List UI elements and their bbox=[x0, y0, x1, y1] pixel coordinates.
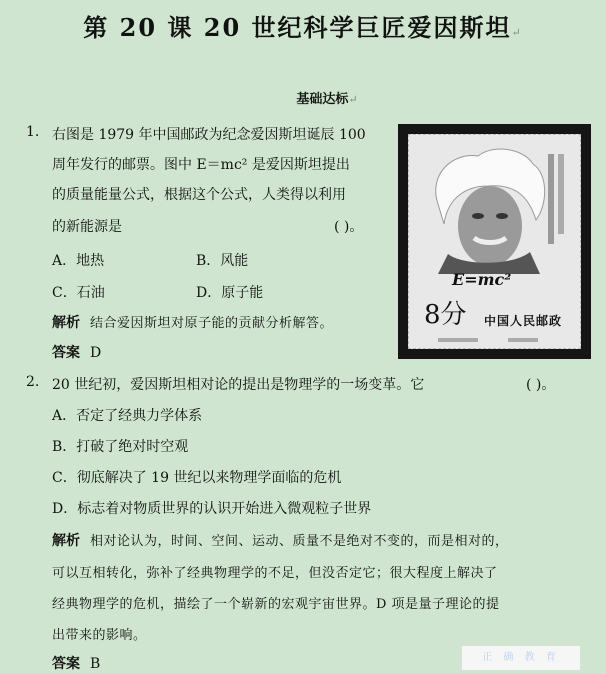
section-subtitle-text: 基础达标 bbox=[296, 92, 349, 107]
q2-answer-label: 答案 bbox=[52, 656, 80, 672]
q1-answer-label: 答案 bbox=[52, 345, 80, 361]
einstein-stamp-image bbox=[398, 124, 591, 359]
q1-answer-value: D bbox=[90, 345, 102, 361]
q2-answer-bracket: ( )。 bbox=[526, 377, 556, 393]
q2-explanation-line-2: 可以互相转化，弥补了经典物理学的不足，但没否定它；很大程度上解决了 bbox=[52, 566, 498, 581]
q2-explanation-label: 解析 bbox=[52, 533, 80, 549]
q1-line-3: 的质量能量公式，根据这个公式，人类得以利用 bbox=[52, 187, 346, 203]
stamp-formula: E=mc² bbox=[452, 270, 512, 289]
q1-answer bbox=[52, 342, 101, 362]
q1-line-1: 右图是 1979 年中国邮政为纪念爱因斯坦诞辰 100 bbox=[52, 127, 366, 143]
lesson-title-text: 第 20 课 20 世纪科学巨匠爱因斯坦 bbox=[83, 13, 512, 42]
q2-explanation-text-1: 相对论认为，时间、空间、运动、质量不是绝对不变的，而是相对的， bbox=[90, 534, 509, 549]
section-subtitle bbox=[0, 88, 606, 107]
q2-explanation-line-4: 出带来的影响。 bbox=[52, 628, 147, 643]
watermark: 正 确 教 育 bbox=[462, 646, 580, 670]
q2-explanation-line-1 bbox=[52, 530, 509, 550]
stamp-country: 中国人民邮政 bbox=[484, 314, 563, 328]
q2-option-d: D．标志着对物质世界的认识开始进入微观粒子世界 bbox=[52, 501, 372, 517]
q1-option-d: D．原子能 bbox=[196, 285, 264, 301]
q1-option-c: C．石油 bbox=[52, 285, 105, 301]
q2-number: 2. bbox=[26, 374, 40, 390]
q2-explanation-line-3: 经典物理学的危机，描绘了一个崭新的宏观宇宙世界。D 项是量子理论的提 bbox=[52, 597, 500, 612]
para-mark: ↵ bbox=[511, 26, 523, 39]
q1-option-b: B．风能 bbox=[196, 253, 249, 269]
q2-answer-value: B bbox=[90, 656, 101, 672]
stamp-value: 8分 bbox=[424, 300, 467, 330]
q2-option-a: A．否定了经典力学体系 bbox=[52, 408, 203, 424]
q2-option-b: B．打破了绝对时空观 bbox=[52, 439, 189, 455]
para-mark: ↵ bbox=[348, 93, 358, 106]
q1-line-4: 的新能源是 bbox=[52, 219, 122, 235]
q2-stem: 20 世纪初，爱因斯坦相对论的提出是物理学的一场变革。它 bbox=[52, 377, 425, 393]
q1-explanation bbox=[52, 312, 333, 332]
q1-explanation-text: 结合爱因斯坦对原子能的贡献分析解答。 bbox=[90, 316, 334, 331]
q1-explanation-label: 解析 bbox=[52, 315, 80, 331]
lesson-title bbox=[0, 8, 606, 43]
q2-answer bbox=[52, 653, 100, 673]
q1-number: 1. bbox=[26, 124, 40, 140]
q1-line-2: 周年发行的邮票。图中 E＝mc² 是爱因斯坦提出 bbox=[52, 157, 350, 173]
q1-answer-bracket: ( )。 bbox=[334, 219, 364, 235]
q1-option-a: A．地热 bbox=[52, 253, 105, 269]
q2-option-c: C．彻底解决了 19 世纪以来物理学面临的危机 bbox=[52, 470, 342, 486]
